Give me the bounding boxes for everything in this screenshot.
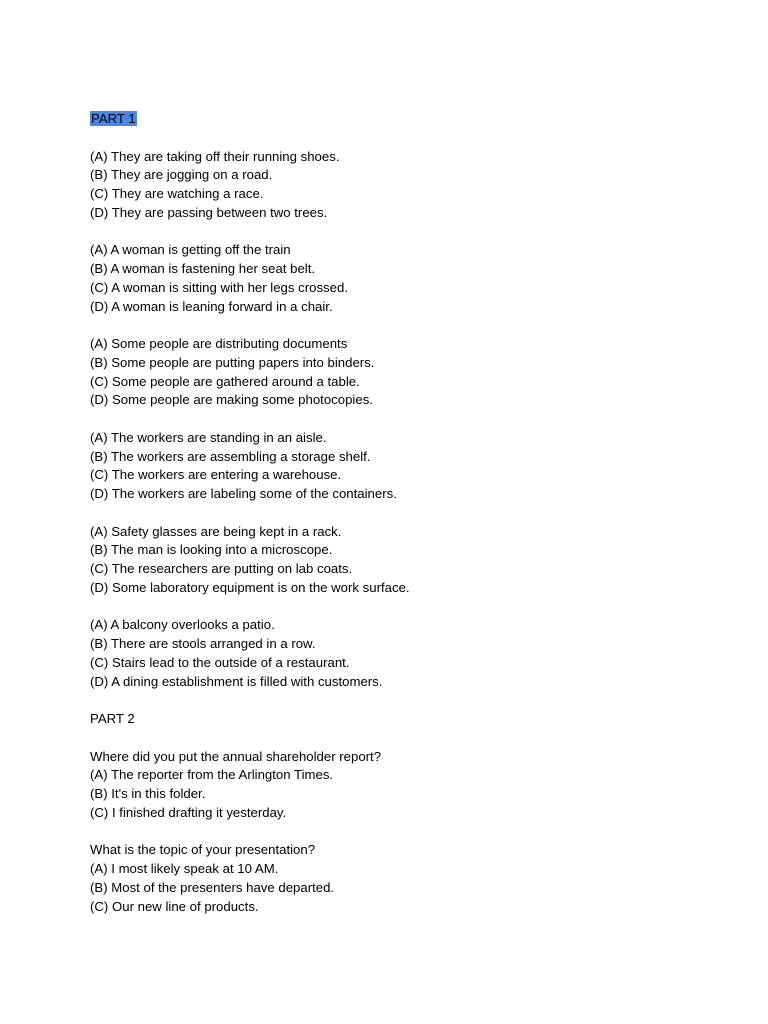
part2-question-1	[90, 748, 730, 823]
option-line: (A) I most likely speak at 10 AM.	[90, 861, 279, 876]
part2-section	[90, 710, 730, 729]
option-line: (C) The researchers are putting on lab coats.	[90, 561, 353, 576]
part1-question-1	[90, 148, 730, 223]
option-line: (B) They are jogging on a road.	[90, 167, 273, 183]
part1-question-2	[90, 241, 730, 316]
option-line: (A) The workers are standing in an aisle.	[90, 429, 327, 445]
part2-question-2	[90, 841, 730, 916]
option-line: (B) The workers are assembling a storage shelf.	[90, 448, 371, 464]
option-line: (D) The workers are labeling some of the containers.	[90, 486, 397, 501]
part1-question-3	[90, 335, 730, 410]
option-line: (A) Safety glasses are being kept in a rack.	[90, 523, 342, 539]
part1-heading-row	[90, 110, 730, 129]
option-line: (C) The workers are entering a warehouse.	[90, 467, 342, 483]
part1-question-4	[90, 429, 730, 504]
part1-heading: PART 1	[91, 111, 136, 126]
option-line: (C) A woman is sitting with her legs crossed.	[90, 279, 348, 295]
option-line: (C) Some people are gathered around a table.	[90, 373, 360, 389]
option-line: (D) A woman is leaning forward in a chair.	[90, 298, 333, 314]
option-line: (A) They are taking off their running shoes.	[90, 148, 340, 164]
option-line: (C) I finished drafting it yesterday.	[90, 804, 287, 820]
option-line: (B) It's in this folder.	[90, 786, 206, 801]
part2-heading: PART 2	[90, 711, 135, 726]
option-line: (A) A balcony overlooks a patio.	[90, 617, 275, 633]
option-line: (C) They are watching a race.	[90, 186, 264, 201]
option-line: (A) A woman is getting off the train	[90, 242, 291, 258]
option-line: (A) The reporter from the Arlington Times.	[90, 767, 334, 783]
option-line: (D) Some laboratory equipment is on the work surface.	[90, 579, 410, 595]
option-line: (C) Our new line of products.	[90, 898, 259, 914]
option-line: (B) There are stools arranged in a row.	[90, 636, 316, 651]
option-line: (B) The man is looking into a microscope.	[90, 542, 333, 558]
option-line: (C) Stairs lead to the outside of a restaurant.	[90, 654, 350, 670]
question-line: What is the topic of your presentation?	[90, 842, 316, 858]
option-line: (B) Some people are putting papers into binders.	[90, 354, 375, 370]
document-page	[90, 110, 730, 916]
option-line: (B) A woman is fastening her seat belt.	[90, 261, 316, 276]
option-line: (B) Most of the presenters have departed.	[90, 879, 335, 895]
option-line: (D) A dining establishment is filled with customers.	[90, 673, 383, 689]
question-line: Where did you put the annual shareholder report?	[90, 748, 382, 764]
part1-question-5	[90, 523, 730, 598]
option-line: (D) Some people are making some photocopies.	[90, 392, 373, 408]
option-line: (A) Some people are distributing documents	[90, 336, 348, 351]
option-line: (D) They are passing between two trees.	[90, 204, 328, 220]
part1-question-6	[90, 616, 730, 691]
